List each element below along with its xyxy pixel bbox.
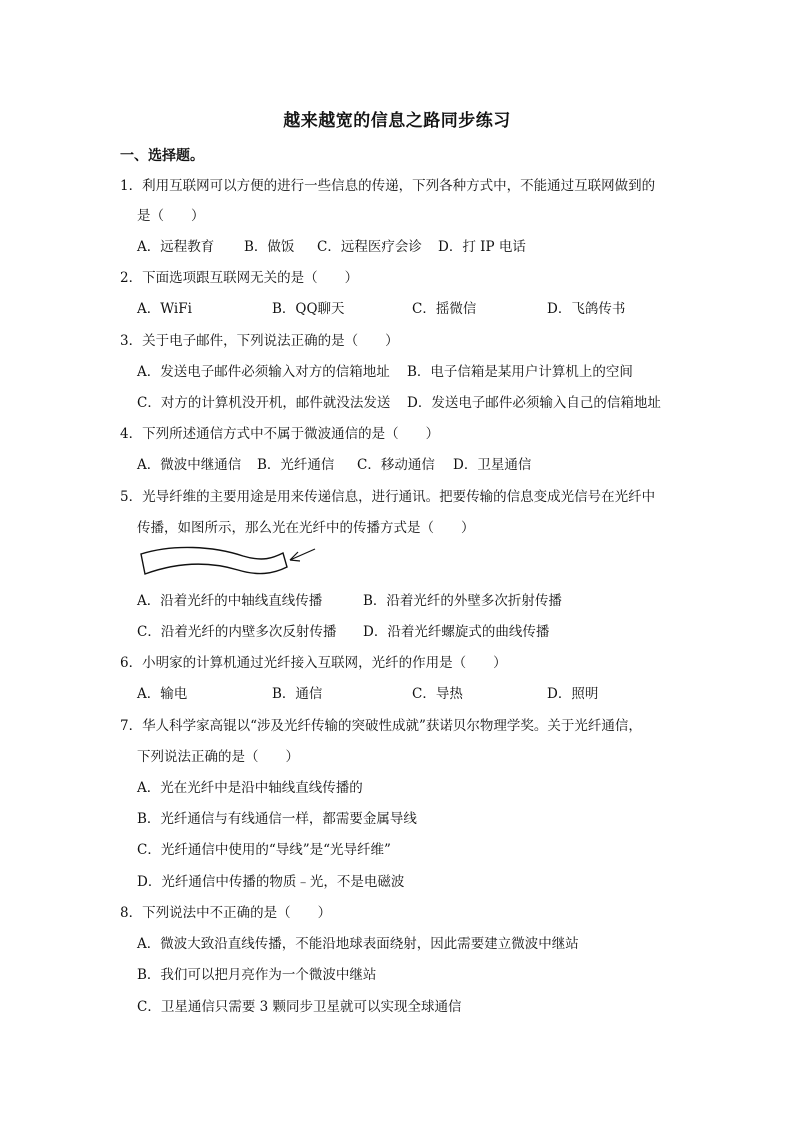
option-b: B．QQ聊天 [272,301,345,317]
option-c: C．导热 [412,686,463,702]
question-7-option-c: C．光纤通信中使用的“导线”是“光导纤维” [137,842,391,858]
option-c: C．摇微信 [412,301,477,317]
option-d: D．飞鸽传书 [547,301,626,317]
option-b: B．电子信箱是某用户计算机上的空间 [407,364,633,380]
option-d: D．打 IP 电话 [438,239,526,255]
option-c: C．远程医疗会诊 [317,239,422,255]
question-7-option-d: D．光纤通信中传播的物质﹣光，不是电磁波 [137,874,405,890]
light-arrow-line [290,549,315,560]
option-b: B．做饭 [244,239,295,255]
option-a: A．微波中继通信 [137,457,242,473]
option-a: A．远程教育 [137,239,215,255]
question-6-text: 6．小明家的计算机通过光纤接入互联网，光纤的作用是（ ） [120,655,507,671]
question-7-option-b: B．光纤通信与有线通信一样，都需要金属导线 [137,811,417,827]
option-b: B．通信 [272,686,323,702]
optical-fiber-figure [133,544,323,584]
option-a: A．WiFi [137,301,192,317]
question-8-option-b: B．我们可以把月亮作为一个微波中继站 [137,967,377,983]
question-7-text: 7．华人科学家高锟以“涉及光纤传输的突破性成就”获诺贝尔物理学奖。关于光纤通信， [120,718,642,734]
question-1-text: 1．利用互联网可以方便的进行一些信息的传递，下列各种方式中，不能通过互联网做到的 [120,178,656,194]
question-7-text-cont: 下列说法正确的是（ ） [137,749,299,765]
option-b: B．沿着光纤的外壁多次折射传播 [363,593,562,609]
fiber-shape [141,547,287,574]
page-title: 越来越宽的信息之路同步练习 [283,111,511,131]
option-d: D．发送电子邮件必须输入自己的信箱地址 [407,395,661,411]
question-5-text: 5．光导纤维的主要用途是用来传递信息，进行通讯。把要传输的信息变成光信号在光纤中 [120,489,656,505]
question-4-text: 4．下列所述通信方式中不属于微波通信的是（ ） [120,426,440,442]
option-d: D．照明 [547,686,599,702]
question-8-option-c: C．卫星通信只需要 3 颗同步卫星就可以实现全球通信 [137,999,462,1015]
option-d: D．卫星通信 [453,457,532,473]
question-2-text: 2．下面选项跟互联网无关的是（ ） [120,270,359,286]
question-1-text-cont: 是（ ） [137,208,205,224]
option-a: A．输电 [137,686,188,702]
option-c: C．对方的计算机没开机，邮件就没法发送 [137,395,391,411]
question-8-text: 8．下列说法中不正确的是（ ） [120,905,332,921]
option-d: D．沿着光纤螺旋式的曲线传播 [363,624,550,640]
question-7-option-a: A．光在光纤中是沿中轴线直线传播的 [137,780,363,796]
option-a: A．沿着光纤的中轴线直线传播 [137,593,323,609]
option-a: A．发送电子邮件必须输入对方的信箱地址 [137,364,390,380]
option-c: C．移动通信 [357,457,435,473]
option-c: C．沿着光纤的内壁多次反射传播 [137,624,337,640]
question-3-text: 3．关于电子邮件，下列说法正确的是（ ） [120,333,399,349]
optical-fiber-diagram [133,544,323,584]
question-5-text-cont: 传播，如图所示，那么光在光纤中的传播方式是（ ） [137,520,475,536]
section-heading: 一、选择题。 [120,148,204,164]
question-8-option-a: A．微波大致沿直线传播，不能沿地球表面绕射，因此需要建立微波中继站 [137,936,579,952]
option-b: B．光纤通信 [257,457,335,473]
